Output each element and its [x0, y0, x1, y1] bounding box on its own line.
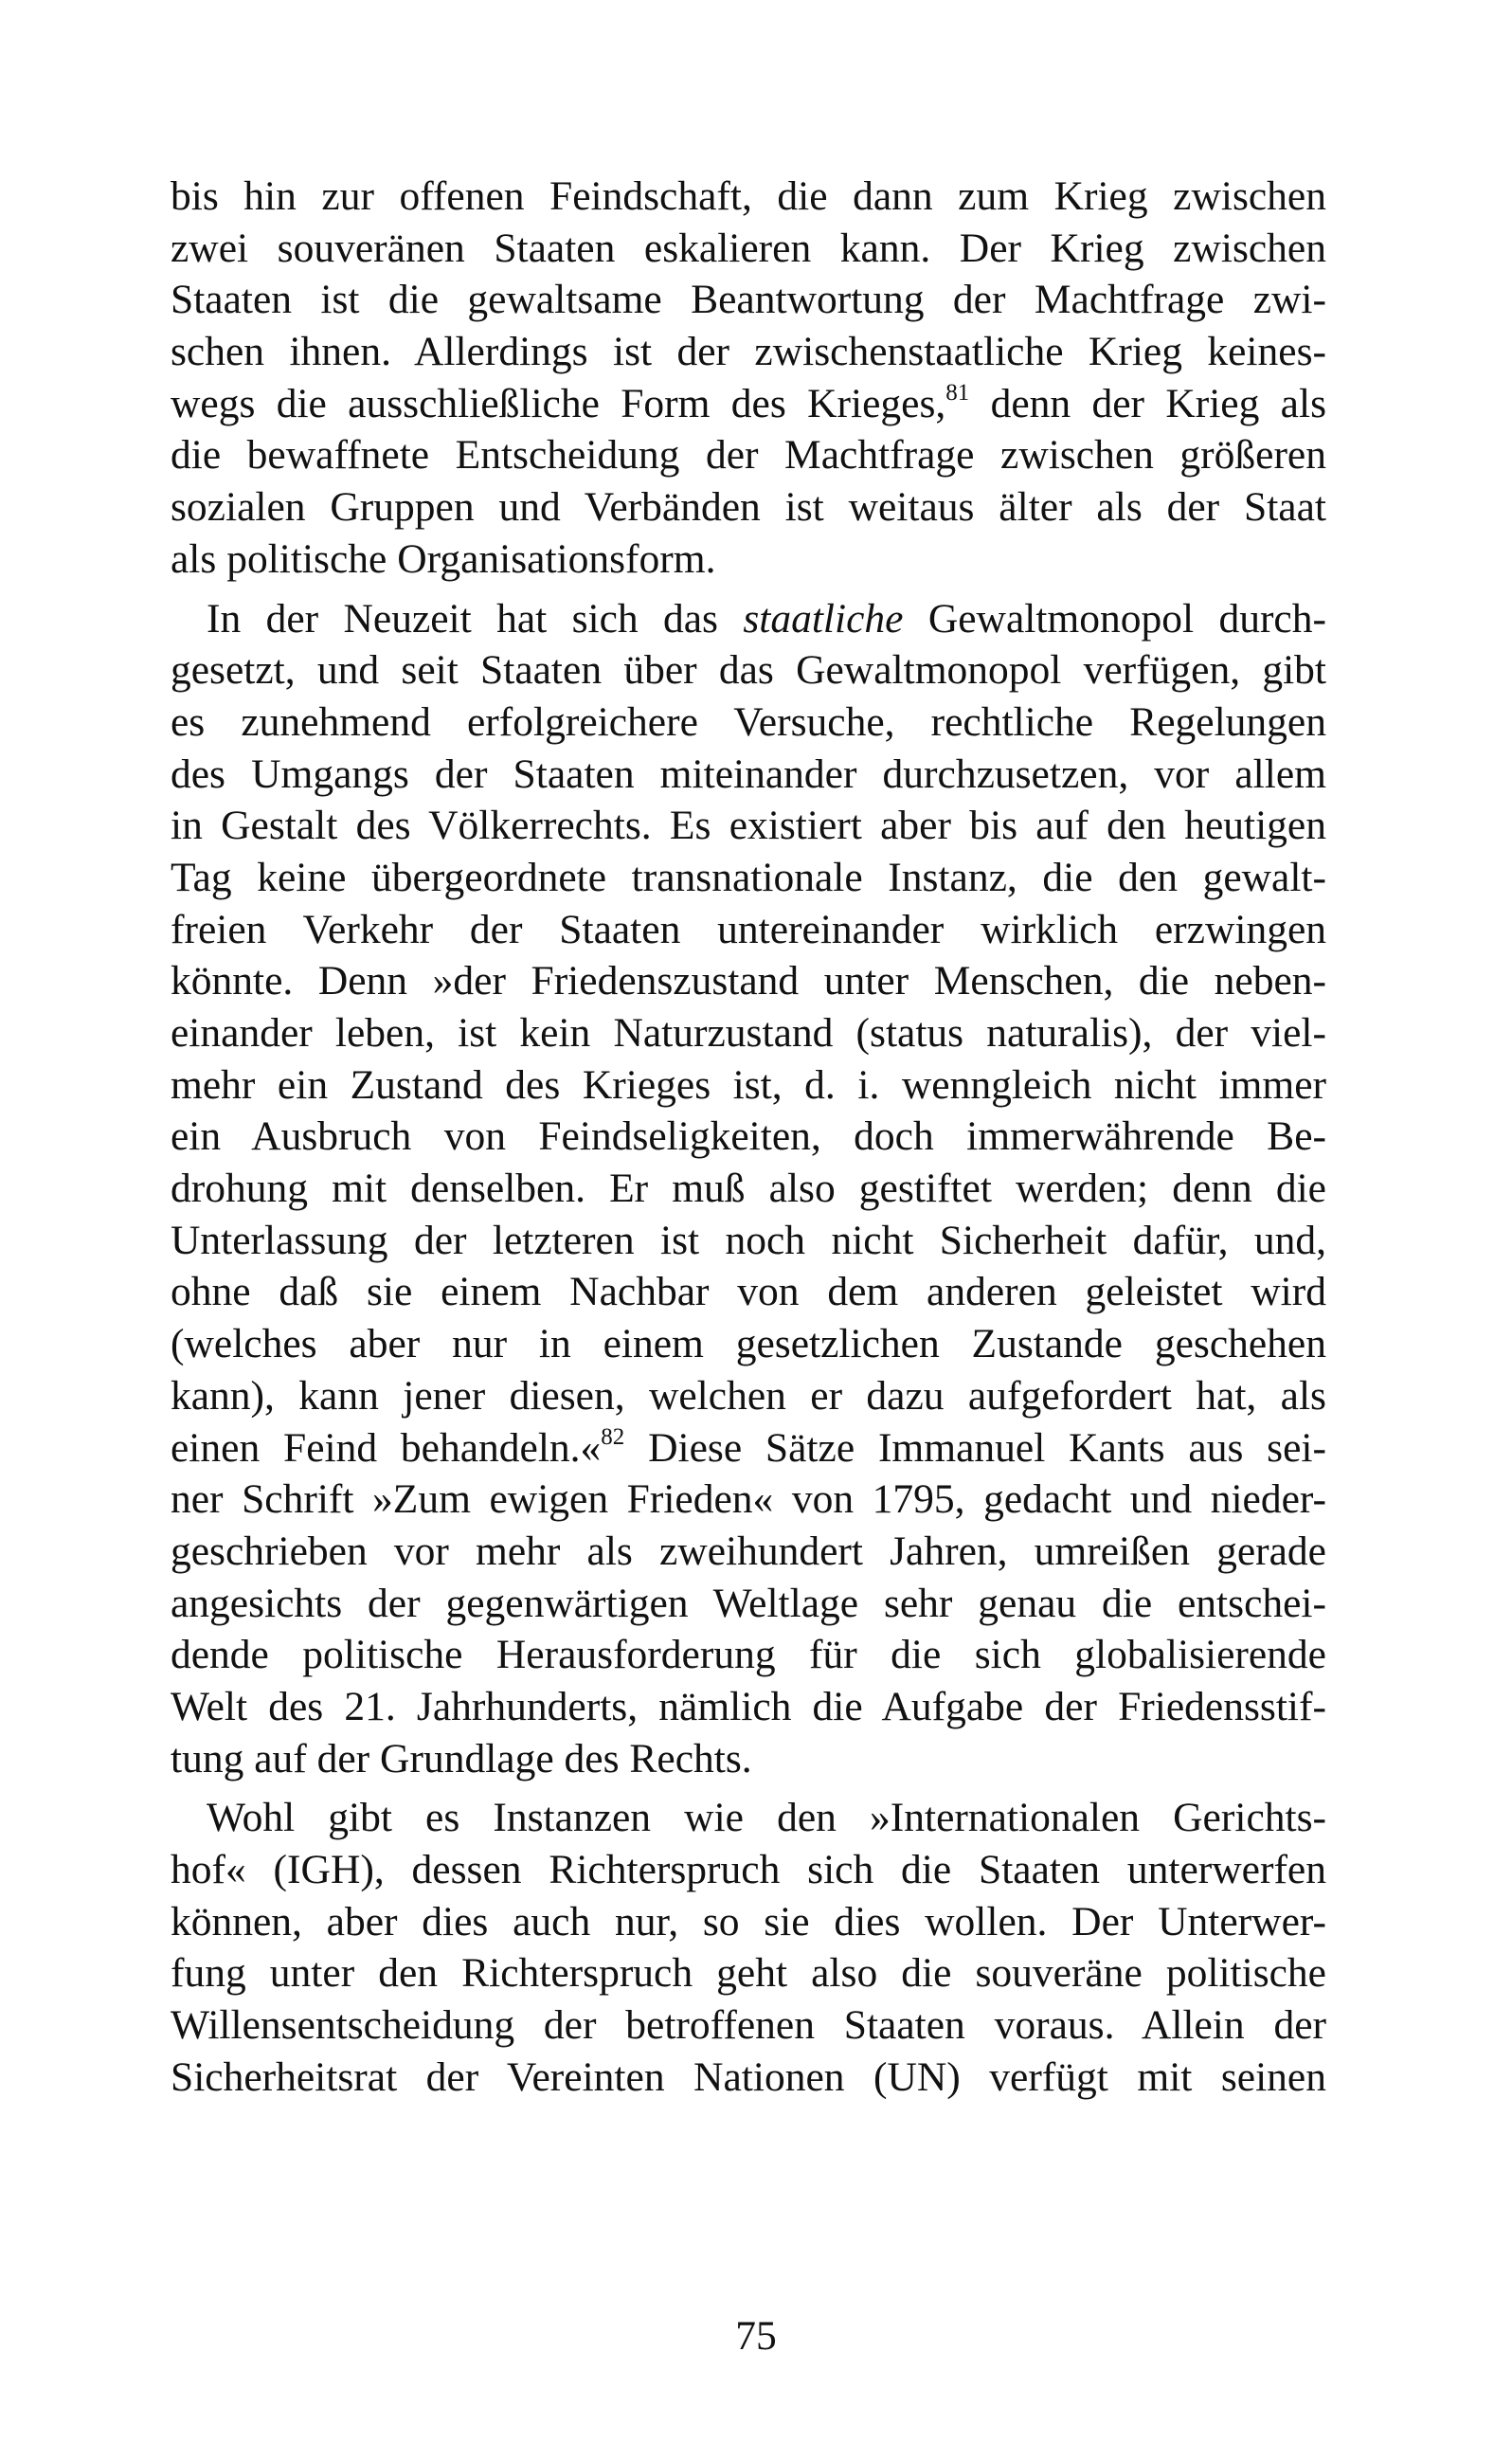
- text-line: einander leben, ist kein Naturzustand (status naturalis), der viel-: [171, 1010, 1326, 1056]
- emphasis-text: staatliche: [743, 595, 904, 642]
- text-line: zwei souveränen Staaten eskalieren kann. Der Krieg zwischen: [171, 225, 1326, 271]
- text-line: kann), kann jener diesen, welchen er dazu aufgefordert hat, als: [171, 1372, 1326, 1419]
- text-line: des Umgangs der Staaten miteinander durchzusetzen, vor allem: [171, 751, 1326, 797]
- text-line: in Gestalt des Völkerrechts. Es existiert aber bis auf den heutigen: [171, 803, 1326, 849]
- text-segment: Diese Sätze Immanuel Kants aus sei-: [624, 1424, 1326, 1471]
- text-line: es zunehmend erfolgreichere Versuche, rechtliche Regelungen: [171, 698, 1326, 745]
- text-line: Tag keine übergeordnete transnationale Instanz, die den gewalt-: [171, 854, 1326, 900]
- text-line: Willensentscheidung der betroffenen Staaten voraus. Allein der: [171, 2002, 1326, 2049]
- text-line: fung unter den Richterspruch geht also die souveräne politische: [171, 1950, 1326, 1997]
- text-line: gesetzt, und seit Staaten über das Gewaltmonopol verfügen, gibt: [171, 647, 1326, 694]
- text-line: angesichts der gegenwärtigen Weltlage sehr genau die entschei-: [171, 1580, 1326, 1626]
- text-line: Unterlassung der letzteren ist noch nicht Sicherheit dafür, und,: [171, 1217, 1326, 1263]
- paragraph-3: [171, 1792, 1326, 2103]
- text-line: ein Ausbruch von Feindseligkeiten, doch immerwährende Be-: [171, 1113, 1326, 1160]
- text-line: die bewaffnete Entscheidung der Machtfrage zwischen größeren: [171, 432, 1326, 479]
- text-line: Staaten ist die gewaltsame Beantwortung der Machtfrage zwi-: [171, 277, 1326, 323]
- text-line: bis hin zur offenen Feindschaft, die dann zum Krieg zwischen: [171, 173, 1326, 219]
- text-line: [171, 593, 1326, 645]
- text-line: können, aber dies auch nur, so sie dies wollen. Der Unterwer-: [171, 1898, 1326, 1944]
- text-segment: denn der Krieg als: [969, 380, 1326, 426]
- text-line: hof« (IGH), dessen Richterspruch sich die Staaten unterwerfen: [171, 1847, 1326, 1892]
- text-line: als politische Organisationsform.: [171, 535, 716, 582]
- paragraph-1: [171, 171, 1326, 586]
- text-line: sozialen Gruppen und Verbänden ist weitaus älter als der Staat: [171, 484, 1326, 531]
- text-line: (welches aber nur in einem gesetzlichen Zustande geschehen: [171, 1321, 1326, 1367]
- page-body: [171, 171, 1326, 2103]
- text-line: ner Schrift »Zum ewigen Frieden« von 1795, gedacht und nieder-: [171, 1476, 1326, 1523]
- text-line: geschrieben vor mehr als zweihundert Jahren, umreißen gerade: [171, 1528, 1326, 1574]
- text-line: Sicherheitsrat der Vereinten Nationen (UN) verfügt mit seinen: [171, 2053, 1326, 2100]
- text-line: könnte. Denn »der Friedenszustand unter Menschen, die neben-: [171, 958, 1326, 1004]
- text-line: schen ihnen. Allerdings ist der zwischenstaatliche Krieg keines-: [171, 329, 1326, 375]
- text-segment: In der Neuzeit hat sich das: [207, 595, 744, 642]
- footnote-ref-82[interactable]: 82: [601, 1423, 625, 1450]
- text-segment: einen Feind behandeln.«: [171, 1424, 602, 1471]
- text-line: [171, 1422, 1326, 1474]
- text-line: [171, 378, 1326, 430]
- page-number: 75: [735, 2313, 777, 2359]
- text-segment: Gewaltmonopol durch-: [903, 595, 1326, 642]
- text-line: drohung mit denselben. Er muß also gestiftet werden; denn die: [171, 1166, 1326, 1212]
- text-line: tung auf der Grundlage des Rechts.: [171, 1735, 752, 1782]
- paragraph-2: [171, 593, 1326, 1785]
- text-line: mehr ein Zustand des Krieges ist, d. i. wenngleich nicht immer: [171, 1061, 1326, 1108]
- text-line: dende politische Herausforderung für die sich globalisierende: [171, 1632, 1326, 1678]
- text-line: ohne daß sie einem Nachbar von dem anderen geleistet wird: [171, 1269, 1326, 1315]
- text-segment: wegs die ausschließliche Form des Krieges,: [171, 380, 946, 426]
- text-line: freien Verkehr der Staaten untereinander wirklich erzwingen: [171, 906, 1326, 952]
- text-line: Welt des 21. Jahrhunderts, nämlich die Aufgabe der Friedensstif-: [171, 1683, 1326, 1729]
- text-line: Wohl gibt es Instanzen wie den »Internationalen Gerichts-: [207, 1795, 1326, 1841]
- footnote-ref-81[interactable]: 81: [945, 379, 970, 406]
